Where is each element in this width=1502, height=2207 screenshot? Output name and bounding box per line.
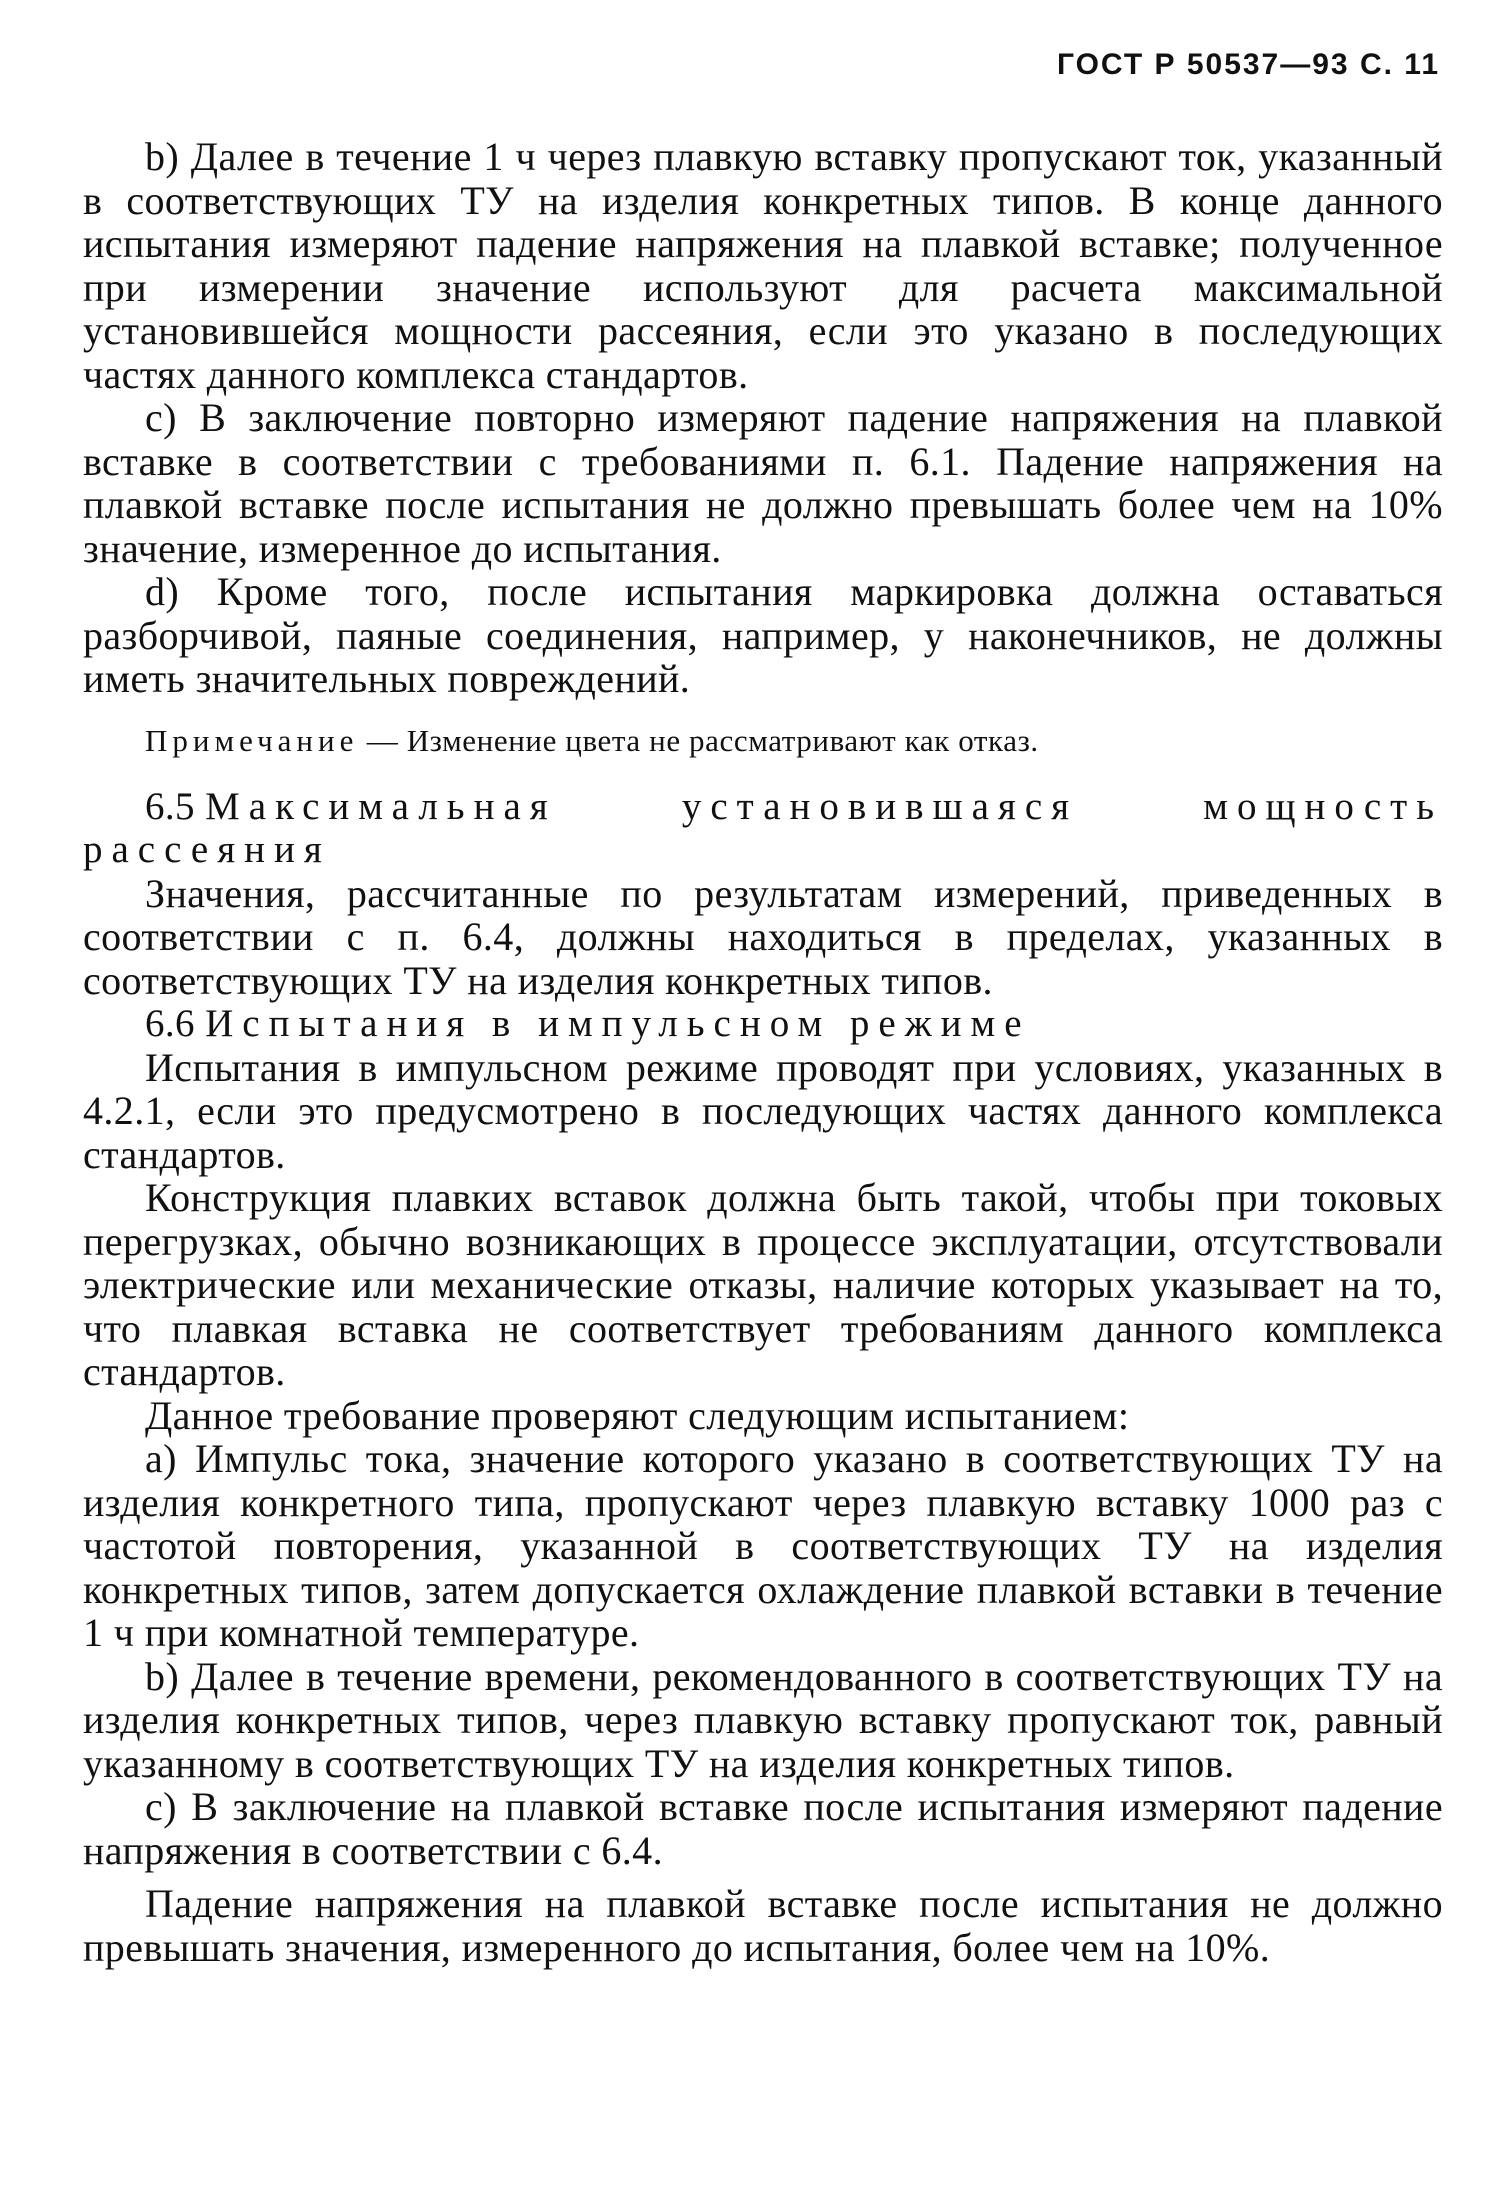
page-header: ГОСТ Р 50537—93 С. 11 [1056,48,1440,81]
section-6-5-title-part3: мощность [1203,784,1443,828]
section-6-6-para-b: b) Далее в течение времени, рекомендованного в соответствующих ТУ на изделия конкретных типов, через плавкую вставку пропускают ток, равный указанному в соответствующих ТУ на изделия конкретных типов. [83,1653,1443,1786]
paragraph-b-intro: b) Далее в течение 1 ч через плавкую вставку пропускают ток, указанный в соответствующих ТУ на изделия конкретных типов. В конце данного испытания измеряют падение напряжения на плавкой вставке; полученное при измерении значение используют для расчета максимальной установившейся мощности рассеяния, если это указано в последующих частях данного комплекса стандартов. [83,134,1443,397]
section-6-6-title: Испытания в импульсном режиме [205,1002,1031,1045]
paragraph-d-marking: d) Кроме того, после испытания маркировка должна оставаться разборчивой, паяные соединения, например, у наконечников, не должны иметь значительных повреждений. [83,569,1443,701]
section-6-5-body: Значения, рассчитанные по результатам измерений, приведенных в соответствии с п. 6.4, должны находиться в пределах, указанных в соответствующих ТУ на изделия конкретных типов. [83,870,1443,1003]
section-6-6-para-2: Конструкция плавких вставок должна быть такой, чтобы при токовых перегрузках, обычно возникающих в процессе эксплуатации, отсутствовали электрические или механические отказы, наличие которых указывает на то, что плавкая вставка не соответствует требованиям данного комплекса стандартов. [83,1175,1443,1394]
section-6-6-para-c: c) В заключение на плавкой вставке после испытания измеряют падение напряжения в соответствии с 6.4. [83,1784,1443,1873]
section-6-6-heading [83,1002,1443,1046]
note-text: Изменение цвета не рассматривают как отказ. [406,722,1039,758]
section-6-5-title-part4: рассеяния [83,828,331,871]
section-6-5-title-part1: 6.5 Максимальная [145,784,557,828]
section-6-5-title-part2: установившаяся [681,784,1079,828]
section-6-6-para-a: a) Импульс тока, значение которого указано в соответствующих ТУ на изделия конкретного типа, пропускают через плавкую вставку 1000 раз с частотой повторения, указанной в соответствующих ТУ на изделия конкретных типов, затем допускается охлаждение плавкой вставки в течение 1 ч при комнатной температуре. [83,1436,1443,1655]
section-6-6-para-3: Данное требование проверяют следующим испытанием: [145,1392,1130,1438]
note-dash: — [358,722,407,758]
note [145,723,1443,759]
section-6-5-heading [83,785,1443,872]
note-label: Примечание [145,722,359,758]
paragraph-c-conclusion: c) В заключение повторно измеряют падение напряжения на плавкой вставке в соответствии с требованиями п. 6.1. Падение напряжения на плавкой вставке после испытания не должно превышать более чем на 10% значение, измеренное до испытания. [83,395,1443,571]
section-6-6-para-1: Испытания в импульсном режиме проводят при условиях, указанных в 4.2.1, если это предусмотрено в последующих частях данного комплекса стандартов. [83,1044,1443,1177]
section-6-6-para-final: Падение напряжения на плавкой вставке после испытания не должно превышать значения, измеренного до испытания, более чем на 10%. [83,1881,1443,1970]
section-6-6-number: 6.6 [145,1002,195,1045]
document-body [83,135,1443,1969]
